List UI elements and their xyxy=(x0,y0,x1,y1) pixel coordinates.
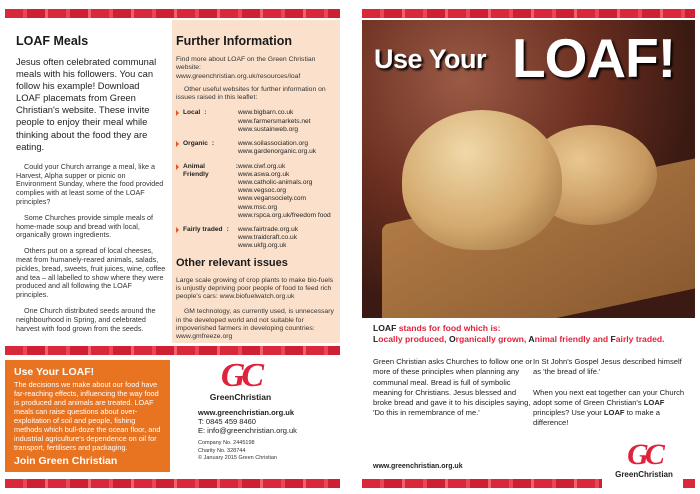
category-name: Organic xyxy=(183,140,208,148)
middle-stripe-left xyxy=(5,346,340,355)
other-issue-paragraph: Large scale growing of crop plants to make bio-fuels is unjustly depriving poor people of food to feed rich people's cars: www.biofuelwatch.org.uk xyxy=(176,276,334,301)
letter-a: A xyxy=(528,334,535,344)
loaf-meals-paragraph: One Church distributed seeds around the neighbourhood in Spring, and celebrated harvest with food grown from the seeds. xyxy=(16,305,156,333)
contact-website[interactable]: www.greenchristian.org.uk xyxy=(198,408,294,417)
cover-website[interactable]: www.greenchristian.org.uk xyxy=(373,463,463,470)
bullet-icon xyxy=(176,110,179,116)
next-eat-together xyxy=(533,388,688,429)
loaf-meals-section xyxy=(16,34,166,340)
site-link[interactable]: www.vegansociety.com xyxy=(238,195,307,203)
site-list xyxy=(238,226,298,251)
cover-title-big: LOAF! xyxy=(512,27,676,89)
cover-title-small: Use Your xyxy=(374,44,487,74)
further-other: Other useful websites for further information on issues raised in this leaflet: xyxy=(176,85,326,102)
site-link[interactable]: www.gardenorganic.org.uk xyxy=(238,148,317,156)
category-label: Organic : xyxy=(176,140,238,156)
text: to make a difference! xyxy=(533,408,661,428)
join-green-christian-link[interactable]: Join Green Christian xyxy=(14,455,118,467)
use-box-title: Use Your LOAF! xyxy=(14,366,95,378)
site-list xyxy=(238,140,316,156)
letter-o: O xyxy=(448,334,456,344)
website-category xyxy=(176,163,334,220)
site-link[interactable]: www.fairtrade.org.uk xyxy=(238,225,299,233)
bread-photo xyxy=(362,20,695,318)
site-link[interactable]: www.sustainweb.org xyxy=(238,125,299,133)
cover-logo xyxy=(606,440,682,479)
further-intro: Find more about LOAF on the Green Christian website: xyxy=(176,56,316,72)
loaf-bold: LOAF xyxy=(643,397,665,407)
loaf-definition xyxy=(373,323,665,345)
animal: nimal friendly and xyxy=(534,334,611,344)
bullet-icon xyxy=(176,227,179,233)
logo-text: GreenChristian xyxy=(209,392,272,402)
site-link[interactable]: www.msc.org xyxy=(238,203,278,211)
contact-phone: T: 0845 459 8460 xyxy=(198,417,256,426)
site-link[interactable]: www.aswa.org.uk xyxy=(238,170,290,178)
loaf-bold: LOAF xyxy=(603,408,625,418)
cover-column-2 xyxy=(533,357,688,429)
loaf-meals-title: LOAF Meals xyxy=(16,34,89,48)
use-box-body: The decisions we make about our food have far-reaching effects, influencing the way food is produced and animals are treated. LOAF meals can raise questions about over-exploitation of soil and people, fishing methods which bull-doze the ocean floor, and industrial agriculture's dependence on oil for transport, fertilisers and packaging. xyxy=(14,380,161,452)
letter-f: F xyxy=(610,334,616,344)
fairly: airly traded. xyxy=(615,334,665,344)
copyright: © January 2015 Green Christian xyxy=(198,455,277,461)
site-link[interactable]: www.vegsoc.org xyxy=(238,187,287,195)
website-category xyxy=(176,140,334,156)
stands-for: stands for food which is: xyxy=(396,323,501,333)
bread-of-life: In St John's Gospel Jesus described himself as 'the bread of life.' xyxy=(533,357,682,377)
other-issues-title: Other relevant issues xyxy=(176,256,288,269)
charity-number: Charity No. 328744 xyxy=(198,447,246,454)
category-label: Fairly traded : xyxy=(176,226,238,251)
bottom-stripe-right-end xyxy=(683,479,695,488)
top-stripe-left xyxy=(5,9,340,18)
contact-block xyxy=(198,357,338,463)
bread-loaf-front xyxy=(402,110,562,250)
logo-text: GreenChristian xyxy=(615,470,673,479)
loaf-meals-paragraph: Some Churches provide simple meals of home-made soup and bread with local, organically grown ingredients. xyxy=(16,212,154,240)
bullet-icon xyxy=(176,164,179,170)
use-your-loaf-box xyxy=(5,360,170,472)
site-list xyxy=(238,163,331,220)
gc-logo-mark: GC xyxy=(627,438,661,471)
gc-logo-mark: GC xyxy=(220,357,261,394)
further-information-title: Further Information xyxy=(176,34,292,48)
site-link[interactable]: www.farmersmarkets.net xyxy=(238,117,311,125)
company-number: Company No. 2445198 xyxy=(198,440,255,446)
text: principles? Use your xyxy=(533,408,604,418)
site-link[interactable]: www.catholic-animals.org xyxy=(238,178,313,186)
loaf-meals-paragraph: Could your Church arrange a meal, like a Harvest, Alpha supper or picnic on Environment Sunday, where the food provided complies with at least some of the LOAF principles? xyxy=(16,161,164,206)
site-link[interactable]: www.ciwf.org.uk xyxy=(238,162,286,170)
green-christian-logo xyxy=(198,357,283,402)
category-name: Fairly traded xyxy=(183,225,223,233)
bottom-stripe-left xyxy=(5,479,340,488)
category-label: Animal Friendly : xyxy=(176,163,238,220)
text: When you next eat together can your Church adopt some of Green Christian's xyxy=(533,387,685,407)
category-label: Local : xyxy=(176,109,238,134)
website-category xyxy=(176,109,334,134)
loaf-meals-paragraph: Others put on a spread of local cheeses, meat from humanely-reared animals, salads, pickles, bread, sweets, fruit juices, wine, coffee and tea – all labelled to show where they were produced and all following the LOAF principles. xyxy=(16,246,166,300)
bottom-stripe-right xyxy=(362,479,602,488)
letter-l: L xyxy=(373,334,379,344)
website-category xyxy=(176,226,334,251)
category-name: Animal Friendly xyxy=(183,162,209,178)
site-link[interactable]: www.bigbarn.co.uk xyxy=(238,109,294,117)
loaf-meals-intro: Jesus often celebrated communal meals with his followers. You can follow his example! Download LOAF placemats from Green Christian's website. These invite people to enjoy their meal while thinking about the food they are eating. xyxy=(16,56,157,152)
locally: ocally produced, xyxy=(378,334,449,344)
site-link[interactable]: www.ukfg.org.uk xyxy=(238,242,287,250)
top-stripe-right xyxy=(362,9,695,18)
site-link[interactable]: www.soilassociation.org xyxy=(238,140,308,148)
contact-email[interactable]: E: info@greenchristian.org.uk xyxy=(198,426,297,435)
further-information-panel xyxy=(172,20,340,343)
category-name: Local xyxy=(183,109,201,117)
cover-column-1: Green Christian asks Churches to follow one or more of these principles when planning any communal meal. Bread is full of symbolic meaning for Christians. Jesus blessed and broke bread and gave it to his disciples saying, 'Do this in remembrance of me.' xyxy=(373,357,533,418)
other-issue-paragraph: GM technology, as currently used, is unnecessary in the developed world and not suitable for impoverished farmers in developing countries: www.gmfreeze.org xyxy=(176,308,334,341)
organically: rganically grown, xyxy=(455,334,529,344)
bullet-icon xyxy=(176,141,179,147)
loaf-word: LOAF xyxy=(373,323,397,333)
site-link[interactable]: www.rspca.org.uk/freedom food xyxy=(238,211,331,219)
further-intro-link[interactable]: www.greenchristian.org.uk/resources/loaf xyxy=(176,72,301,80)
site-list xyxy=(238,109,311,134)
site-link[interactable]: www.traidcraft.co.uk xyxy=(238,234,297,242)
